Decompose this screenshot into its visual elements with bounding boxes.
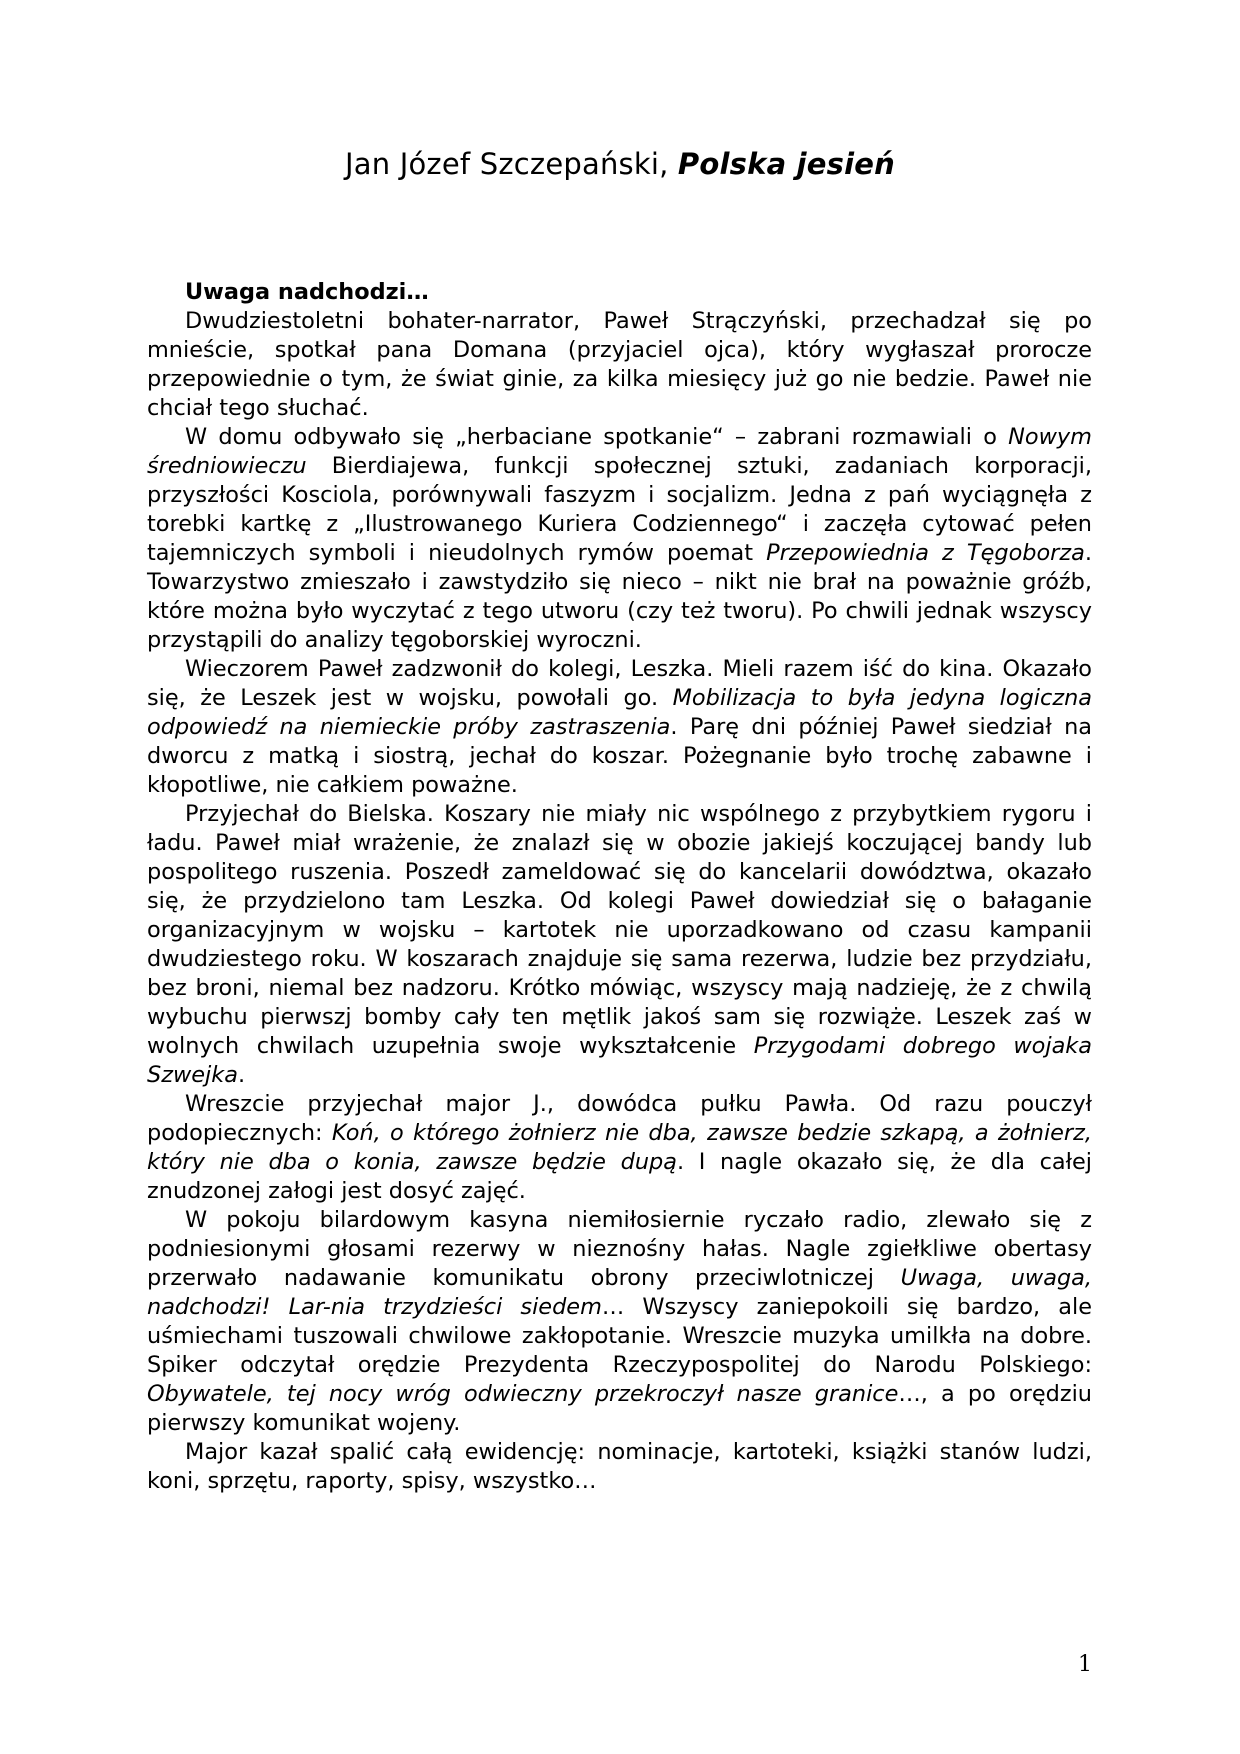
paragraph-text: Wreszcie przyjechał major J., dowódca pułku Pawła. Od razu pouczył podopiecznych: bbox=[147, 1091, 1092, 1146]
italic-quote: Uwaga, uwaga, nadchodzi! Lar-nia trzydzieści siedem bbox=[147, 1265, 1092, 1320]
paragraph-text: Bierdiajewa, funkcji społecznej sztuki, zadaniach korporacji, przyszłości Kosciola, porównywali faszyzm i socjalizm. Jedna z pań wyciągnęła z torebki kartkę z „Ilustrowanego Kuriera Codziennego“ i zaczęła cytować pełen tajemniczych symboli i nieudolnych rymów poemat bbox=[147, 453, 1092, 566]
paragraph-text: . I nagle okazało się, że dla całej znudzonej załogi jest dosyć zajęć. bbox=[147, 1149, 1092, 1204]
paragraph-text: Wieczorem Paweł zadzwonił do kolegi, Leszka. Mieli razem iść do kina. Okazało się, że Leszek jest w wojsku, powołali go. bbox=[147, 656, 1092, 711]
paragraph-text: Przyjechał do Bielska. Koszary nie miały nic wspólnego z przybytkiem rygoru i ładu. Paweł miał wrażenie, że znalazł się w obozie jakiejś koczującej bandy lub pospolitego ruszenia. Poszedł zameldować się do kancelarii dowództwa, okazało się, że przydzielono tam Leszka. Od kolegi Paweł dowiedział się o bałaganie organizacyjnym w wojsku – kartotek nie uporzadkowano od czasu kampanii dwudziestego roku. W koszarach znajduje się sama rezerwa, ludzie bez przydziału, bez broni, niemal bez nadzoru. Krótko mówiąc, wszyscy mają nadzieję, że z chwilą wybuchu pierwszj bomby cały ten mętlik jakoś sam się rozwiąże. Leszek zaś w wolnych chwilach uzupełnia swoje wykształcenie bbox=[147, 801, 1092, 1059]
paragraph-text: Major kazał spalić całą ewidencję: nominacje, kartoteki, książki stanów ludzi, koni, sprzętu, raporty, spisy, wszystko… bbox=[147, 1439, 1092, 1494]
paragraph bbox=[147, 1438, 1092, 1496]
paragraph-text: …, a po orędziu pierwszy komunikat wojeny. bbox=[147, 1381, 1092, 1436]
paragraph-text: … Wszyscy zaniepokoili się bardzo, ale uśmiechami tuszowali chwilowe zakłopotanie. Wreszcie muzyka umilkła na dobre. Spiker odczytał orędzie Prezydenta Rzeczypospolitej do Narodu Polskiego: bbox=[147, 1294, 1092, 1378]
section-heading: Uwaga nadchodzi… bbox=[185, 279, 429, 305]
document-body bbox=[147, 278, 1092, 1496]
document-title bbox=[0, 146, 1240, 182]
italic-quote: Mobilizacja to była jedyna logiczna odpowiedź na niemieckie próby zastraszenia bbox=[147, 685, 1092, 740]
page-number: 1 bbox=[1078, 1652, 1092, 1677]
title-author: Jan Józef Szczepański, bbox=[345, 147, 678, 181]
paragraph bbox=[147, 307, 1092, 423]
paragraph bbox=[147, 655, 1092, 800]
italic-quote: Koń, o którego żołnierz nie dba, zawsze bedzie szkapą, a żołnierz, który nie dba o konia, zawsze będzie dupą bbox=[147, 1120, 1093, 1175]
paragraph bbox=[147, 800, 1092, 1090]
italic-title: Przepowiednia z Tęgoborza bbox=[766, 540, 1085, 566]
title-work: Polska jesień bbox=[677, 147, 895, 181]
paragraph-text: W domu odbywało się „herbaciane spotkanie“ – zabrani rozmawiali o bbox=[185, 424, 1009, 450]
italic-quote: Obywatele, tej nocy wróg odwieczny przekroczył nasze granice bbox=[147, 1381, 899, 1407]
paragraph-text: Dwudziestoletni bohater-narrator, Paweł Strączyński, przechadzał się po mnieście, spotkał pana Domana (przyjaciel ojca), który wygłaszał prorocze przepowiednie o tym, że świat ginie, za kilka miesięcy już go nie bedzie. Paweł nie chciał tego słuchać. bbox=[147, 308, 1092, 421]
paragraph-text: . Towarzystwo zmieszało i zawstydziło się nieco – nikt nie brał na poważnie gróźb, które można było wyczytać z tego utworu (czy też tworu). Po chwili jednak wszyscy przystąpili do analizy tęgoborskiej wyroczni. bbox=[147, 540, 1092, 653]
paragraph bbox=[147, 1206, 1092, 1438]
paragraph-text: W pokoju bilardowym kasyna niemiłosiernie ryczało radio, zlewało się z podniesionymi głosami rezerwy w nieznośny hałas. Nagle zgiełkliwe obertasy przerwało nadawanie komunikatu obrony przeciwlotniczej bbox=[147, 1207, 1092, 1291]
paragraph-text: . Parę dni później Paweł siedział na dworcu z matką i siostrą, jechał do koszar. Pożegnanie było trochę zabawne i kłopotliwe, nie całkiem poważne. bbox=[147, 714, 1092, 798]
paragraph bbox=[147, 423, 1092, 655]
italic-title: Nowym średniowieczu bbox=[147, 424, 1092, 479]
paragraph-text: . bbox=[237, 1062, 246, 1088]
paragraph bbox=[147, 1090, 1092, 1206]
italic-title: Przygodami dobrego wojaka Szwejka bbox=[147, 1033, 1092, 1088]
